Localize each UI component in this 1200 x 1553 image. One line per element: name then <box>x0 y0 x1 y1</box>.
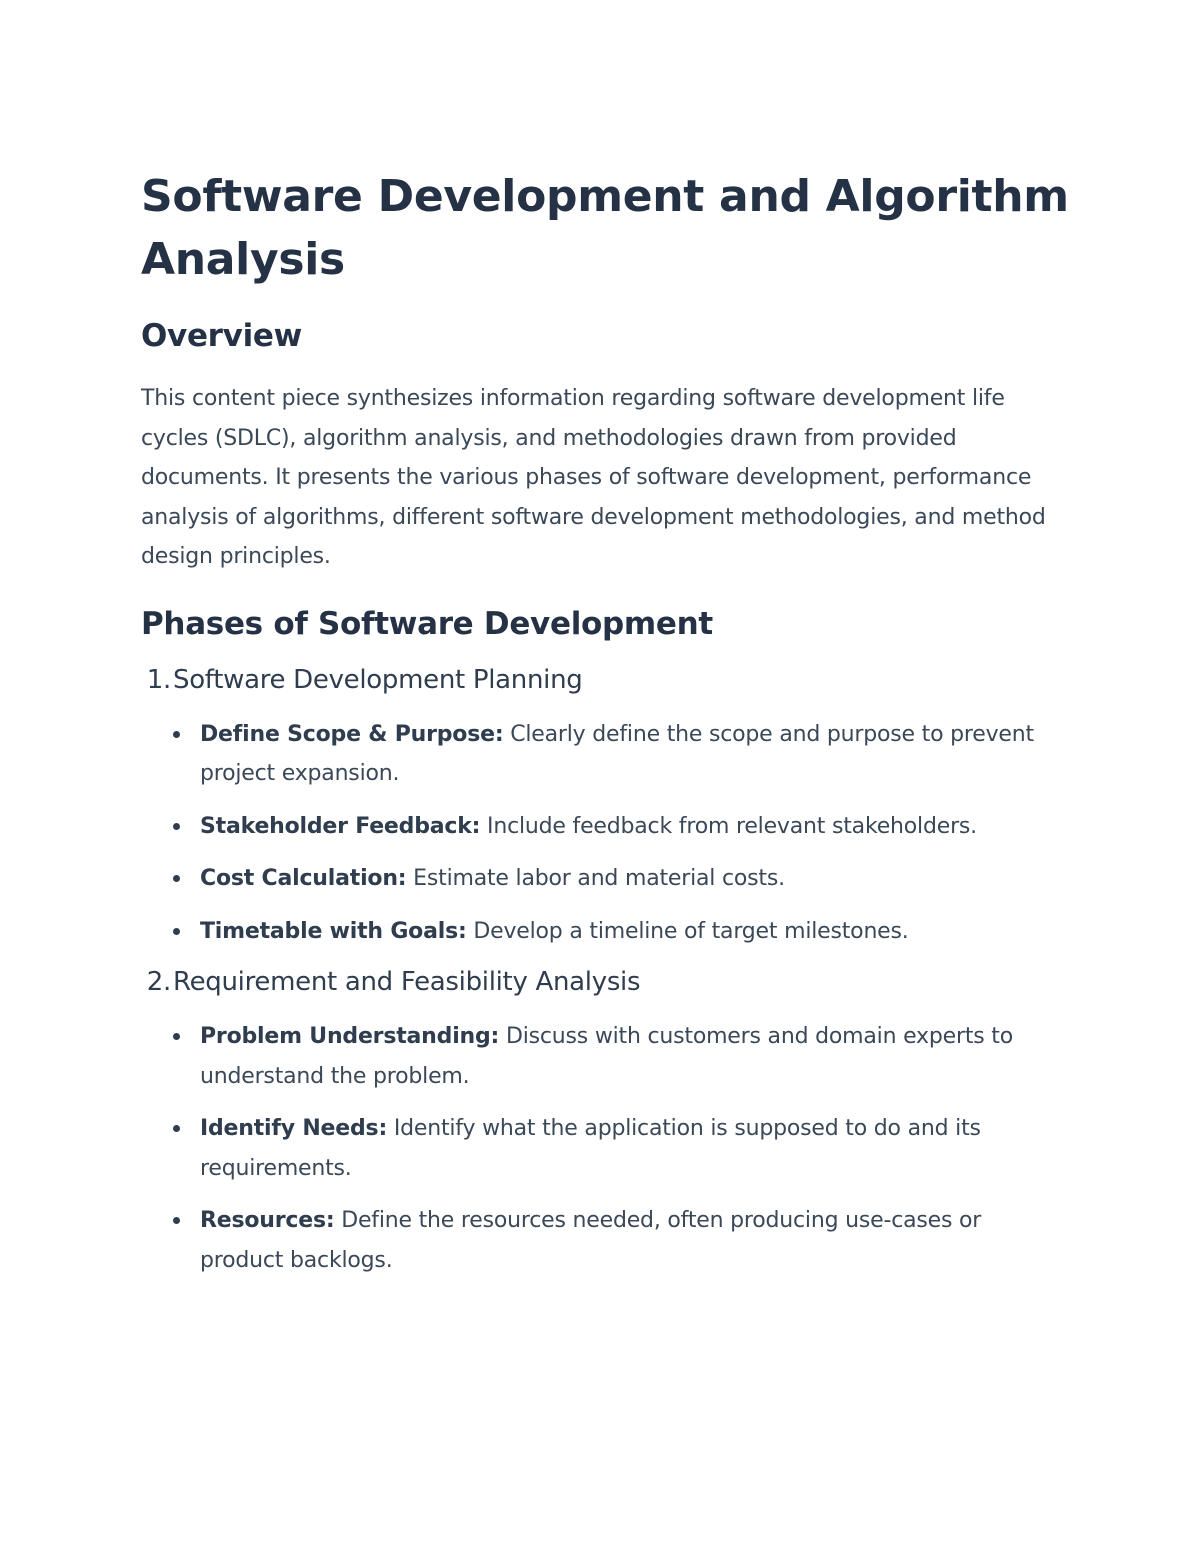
phase-number: 2. <box>146 967 171 997</box>
phase-title <box>141 662 1071 698</box>
document-page <box>141 165 1071 1293</box>
list-item <box>141 912 1071 952</box>
phase-item <box>141 662 1071 952</box>
bullet-term: Identify Needs: <box>200 1116 388 1141</box>
phases-list <box>141 662 1071 1281</box>
bullet-term: Resources: <box>200 1208 335 1233</box>
bullet-text: Include feedback from relevant stakeholders. <box>480 813 977 839</box>
document-title: Software Development and Algorithm Analysis <box>141 171 1069 285</box>
bullet-text: Identify what the application is supposed to do and its requirements. <box>200 1116 981 1181</box>
bullet-term: Problem Understanding: <box>200 1024 500 1049</box>
overview-paragraph: This content piece synthesizes information regarding software development life cycles (SDLC), algorithm analysis, and methodologies drawn from provided documents. It presents the various phases of software development, performance analysis of algorithms, different software development methodologies, and method design principles. <box>141 386 1046 569</box>
list-item <box>141 1017 1071 1096</box>
bullet-term: Define Scope & Purpose: <box>200 721 504 747</box>
phase-number: 1. <box>146 664 171 695</box>
bullet-text: Estimate labor and material costs. <box>406 866 785 891</box>
phase-title-text: Requirement and Feasibility Analysis <box>173 967 641 997</box>
bullet-text: Discuss with customers and domain experts to understand the problem. <box>200 1024 1013 1089</box>
phases-heading: Phases of Software Development <box>141 605 713 642</box>
phase-title <box>141 964 1071 1000</box>
phase-bullet-list <box>141 1017 1071 1280</box>
bullet-text: Define the resources needed, often producing use-cases or product backlogs. <box>200 1208 982 1273</box>
bullet-text: Clearly define the scope and purpose to prevent project expansion. <box>200 721 1034 786</box>
bullet-term: Timetable with Goals: <box>200 918 467 944</box>
bullet-text: Develop a timeline of target milestones. <box>466 918 909 944</box>
list-item <box>141 1201 1071 1280</box>
phase-title-text: Software Development Planning <box>173 664 583 695</box>
list-item <box>141 715 1071 794</box>
phase-bullet-list <box>141 715 1071 952</box>
bullet-term: Cost Calculation: <box>200 866 407 891</box>
list-item <box>141 807 1071 847</box>
overview-heading: Overview <box>141 318 302 354</box>
list-item <box>141 859 1071 899</box>
list-item <box>141 1109 1071 1188</box>
phase-item <box>141 964 1071 1280</box>
bullet-term: Stakeholder Feedback: <box>200 813 481 839</box>
